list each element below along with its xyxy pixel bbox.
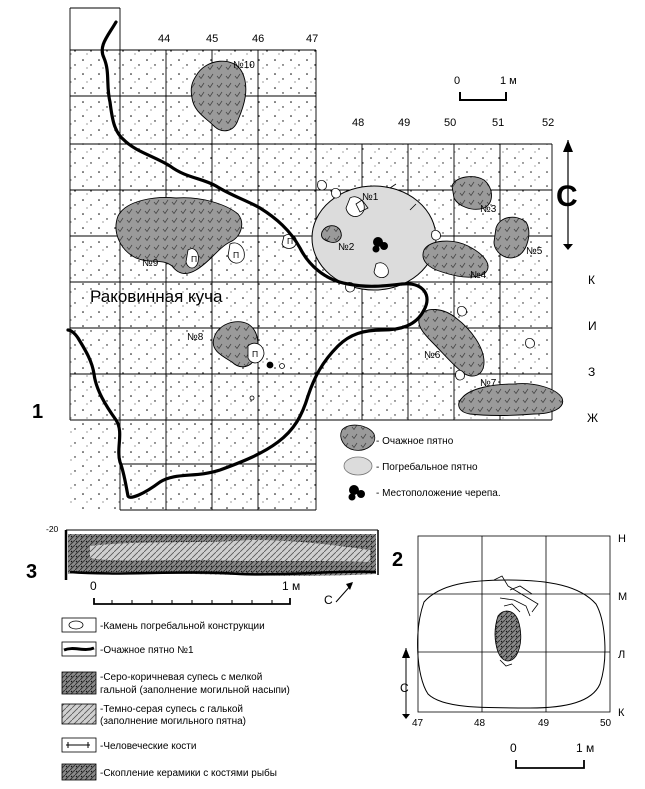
legend-pit-fill-label: -Темно-серая супесь с галькой	[100, 704, 244, 715]
scale-zero: 0	[90, 579, 97, 593]
panel-2-burial-detail	[392, 533, 627, 768]
stone	[456, 370, 465, 380]
legend-pit-fill-label-2: (заполнение могильного пятна)	[100, 716, 246, 727]
pit-mark: П	[233, 250, 240, 260]
scale-bar-panel2	[510, 741, 594, 768]
scale-bar-panel3	[90, 579, 300, 604]
spot-label-5: №5	[526, 246, 543, 257]
stone	[526, 338, 535, 348]
legend-mound-fill-swatch	[62, 672, 96, 694]
legend-mound-fill-label: -Серо-коричневая супесь с мелкой	[100, 672, 263, 683]
col-label-47: 47	[306, 33, 319, 45]
legend-stone-swatch	[62, 618, 96, 632]
scale-zero: 0	[454, 75, 461, 87]
scale-bar-panel1	[454, 75, 517, 100]
depth-label: -20	[46, 524, 59, 534]
scale-one: 1 м	[500, 75, 517, 87]
col-label-44: 44	[158, 33, 171, 45]
hearth-spot-2	[321, 226, 341, 243]
row-label-k: К	[588, 273, 595, 287]
north-arrow-panel3	[324, 582, 353, 607]
legend-panel1	[341, 425, 501, 500]
north-label: С	[400, 681, 409, 695]
legend-mound-fill-label-2: гальной (заполнение могильной насыпи)	[100, 685, 290, 696]
col-label-46: 46	[252, 33, 265, 45]
north-arrow-panel2	[400, 648, 410, 719]
col-label-52: 52	[542, 117, 555, 129]
panel-3-profile-section	[26, 524, 378, 780]
panel-2-row-l: Л	[618, 649, 626, 661]
spot-label-10: №10	[233, 60, 255, 71]
legend-ceramics-swatch	[62, 764, 96, 780]
spot-label-4: №4	[470, 270, 487, 281]
legend-stone-label: -Камень погребальной конструкции	[100, 621, 265, 632]
panel-2-col-49: 49	[538, 718, 550, 729]
row-label-z: З	[588, 365, 596, 379]
stone	[432, 230, 441, 240]
legend-panel3	[62, 618, 290, 780]
panel-2-row-m: М	[618, 591, 628, 603]
pit-mark: П	[252, 349, 259, 359]
north-arrow-panel1	[556, 140, 578, 250]
legend-burial-label: - Погребальное пятно	[376, 462, 478, 473]
legend-bones-label: -Человеческие кости	[100, 741, 197, 752]
row-label-i: И	[588, 319, 597, 333]
spot-label-3: №3	[480, 204, 497, 215]
mound-label: Раковинная куча	[90, 287, 223, 306]
col-label-45: 45	[206, 33, 219, 45]
panel-3-label: 3	[26, 561, 38, 583]
spot-label-7: №7	[480, 378, 497, 389]
row-label-zh: Ж	[587, 411, 599, 425]
legend-hearth1-label: -Очажное пятно №1	[100, 645, 194, 656]
col-label-49: 49	[398, 117, 411, 129]
panel-2-row-n: Н	[618, 533, 626, 545]
panel-2-col-50: 50	[600, 718, 612, 729]
stone	[458, 306, 467, 316]
pit-mark: П	[287, 236, 294, 246]
spot-label-6: №6	[424, 350, 441, 361]
stone	[332, 188, 341, 198]
panel-2-col-47: 47	[412, 718, 424, 729]
legend-burial-swatch	[344, 457, 372, 475]
scale-zero: 0	[510, 741, 517, 755]
spot-label-9: №9	[142, 258, 159, 269]
scale-one: 1 м	[282, 579, 301, 593]
col-label-50: 50	[444, 117, 457, 129]
legend-skull-swatch	[349, 485, 366, 501]
panel-2-row-k: К	[618, 707, 625, 719]
north-label: С	[324, 593, 333, 607]
legend-hearth-label: - Очажное пятно	[376, 436, 454, 447]
panel-2-col-48: 48	[474, 718, 486, 729]
panel-1-label: 1	[32, 401, 44, 423]
scale-one: 1 м	[576, 741, 595, 755]
north-label: С	[556, 180, 578, 213]
panel-1-site-plan	[32, 8, 598, 510]
panel-2-label: 2	[392, 549, 404, 571]
legend-pit-fill-swatch	[62, 704, 96, 724]
pit-mark: П	[191, 254, 198, 264]
panel-2-skeleton	[494, 576, 538, 666]
spot-label-8: №8	[187, 332, 204, 343]
spot-label-1: №1	[362, 192, 379, 203]
col-label-51: 51	[492, 117, 505, 129]
legend-hearth-swatch	[341, 425, 375, 450]
stone	[318, 180, 327, 190]
spot-label-2: №2	[338, 242, 355, 253]
legend-ceramics-label: -Скопление керамики с костями рыбы	[100, 768, 277, 779]
legend-skull-label: - Местоположение черепа.	[376, 488, 501, 499]
col-label-48: 48	[352, 117, 365, 129]
